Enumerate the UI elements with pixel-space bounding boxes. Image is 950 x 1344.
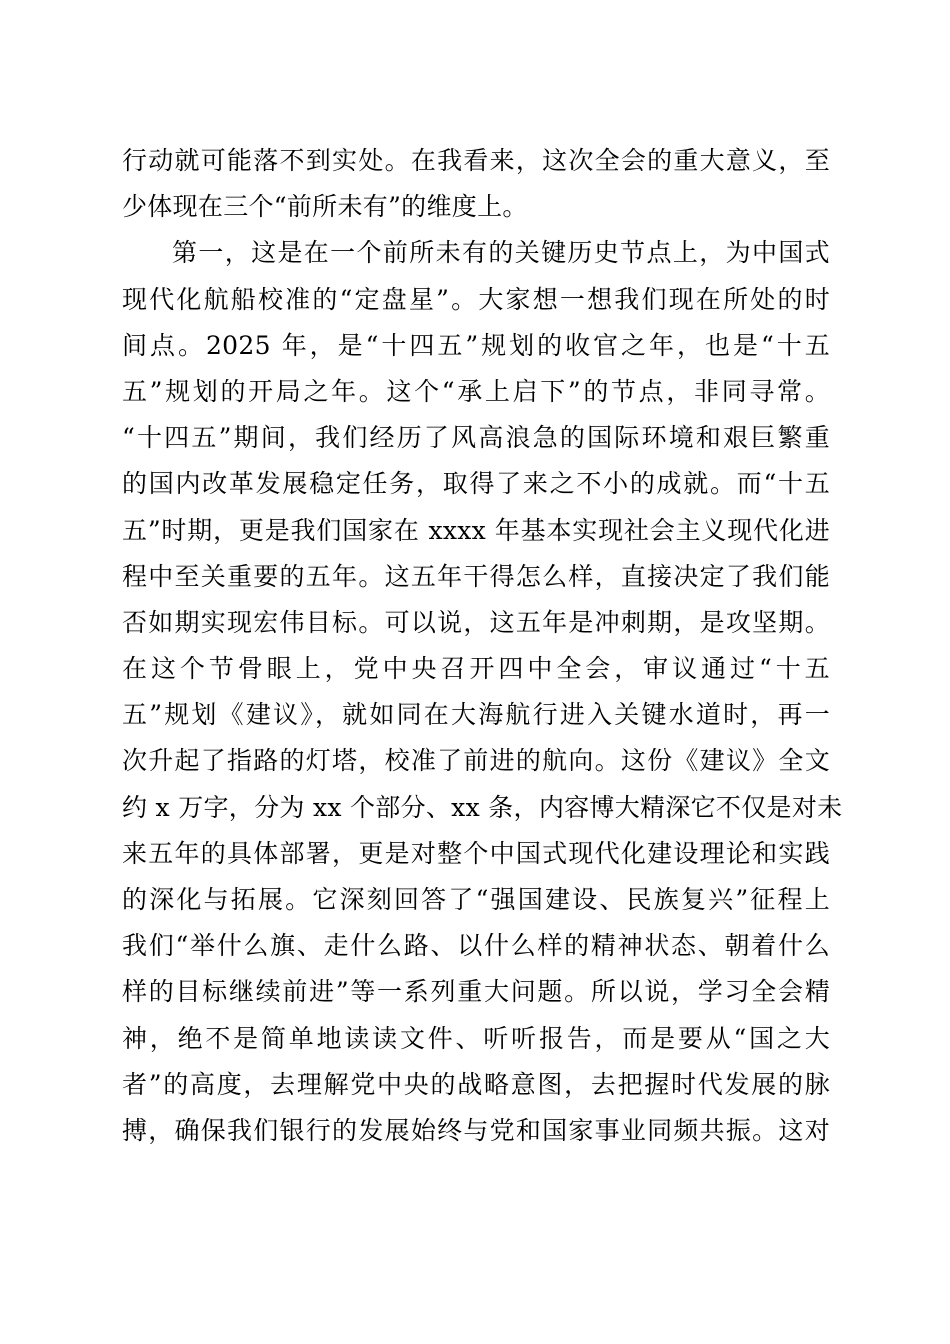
- paragraph-first-line: 第一，这是在一个前所未有的关键历史节点上，为中国式: [172, 238, 830, 268]
- text-line: 搏，确保我们银行的发展始终与党和国家事业同频共振。这对: [122, 1115, 830, 1145]
- text-line: 来五年的具体部署，更是对整个中国式现代化建设理论和实践: [122, 838, 830, 868]
- text-line: 的深化与拓展。它深刻回答了“强国建设、民族复兴”征程上: [122, 885, 830, 914]
- text-line: 样的目标继续前进”等一系列重大问题。所以说，学习全会精: [122, 977, 830, 1007]
- text-line: 少体现在三个“前所未有”的维度上。: [122, 192, 528, 222]
- body-text: [122, 138, 843, 1154]
- text-line: 间点。2025 年，是“十四五”规划的收官之年，也是“十五: [122, 330, 830, 360]
- text-line: 行动就可能落不到实处。在我看来，这次全会的重大意义，至: [122, 146, 830, 175]
- text-line: “十四五”期间，我们经历了风高浪急的国际环境和艰巨繁重: [122, 423, 830, 453]
- text-line: 神，绝不是简单地读读文件、听听报告，而是要从“国之大: [122, 1023, 830, 1053]
- text-line: 的国内改革发展稳定任务，取得了来之不小的成就。而“十五: [122, 469, 830, 499]
- text-line: 在这个节骨眼上，党中央召开四中全会，审议通过“十五: [122, 654, 830, 684]
- text-line: 约 x 万字，分为 xx 个部分、xx 条，内容博大精深它不仅是对未: [122, 792, 843, 822]
- text-line: 程中至关重要的五年。这五年干得怎么样，直接决定了我们能: [122, 561, 830, 591]
- text-line: 现代化航船校准的“定盘星”。大家想一想我们现在所处的时: [122, 284, 830, 314]
- text-line: 否如期实现宏伟目标。可以说，这五年是冲刺期，是攻坚期。: [122, 607, 830, 637]
- text-line: 次升起了指路的灯塔，校准了前进的航向。这份《建议》全文: [122, 746, 830, 776]
- text-line: 五”时期，更是我们国家在 xxxx 年基本实现社会主义现代化进: [122, 515, 830, 545]
- text-line: 我们“举什么旗、走什么路、以什么样的精神状态、朝着什么: [122, 931, 830, 961]
- text-line: 五”规划的开局之年。这个“承上启下”的节点，非同寻常。: [122, 376, 830, 406]
- text-line: 者”的高度，去理解党中央的战略意图，去把握时代发展的脉: [122, 1069, 830, 1099]
- text-line: 五”规划《建议》，就如同在大海航行进入关键水道时，再一: [122, 700, 830, 730]
